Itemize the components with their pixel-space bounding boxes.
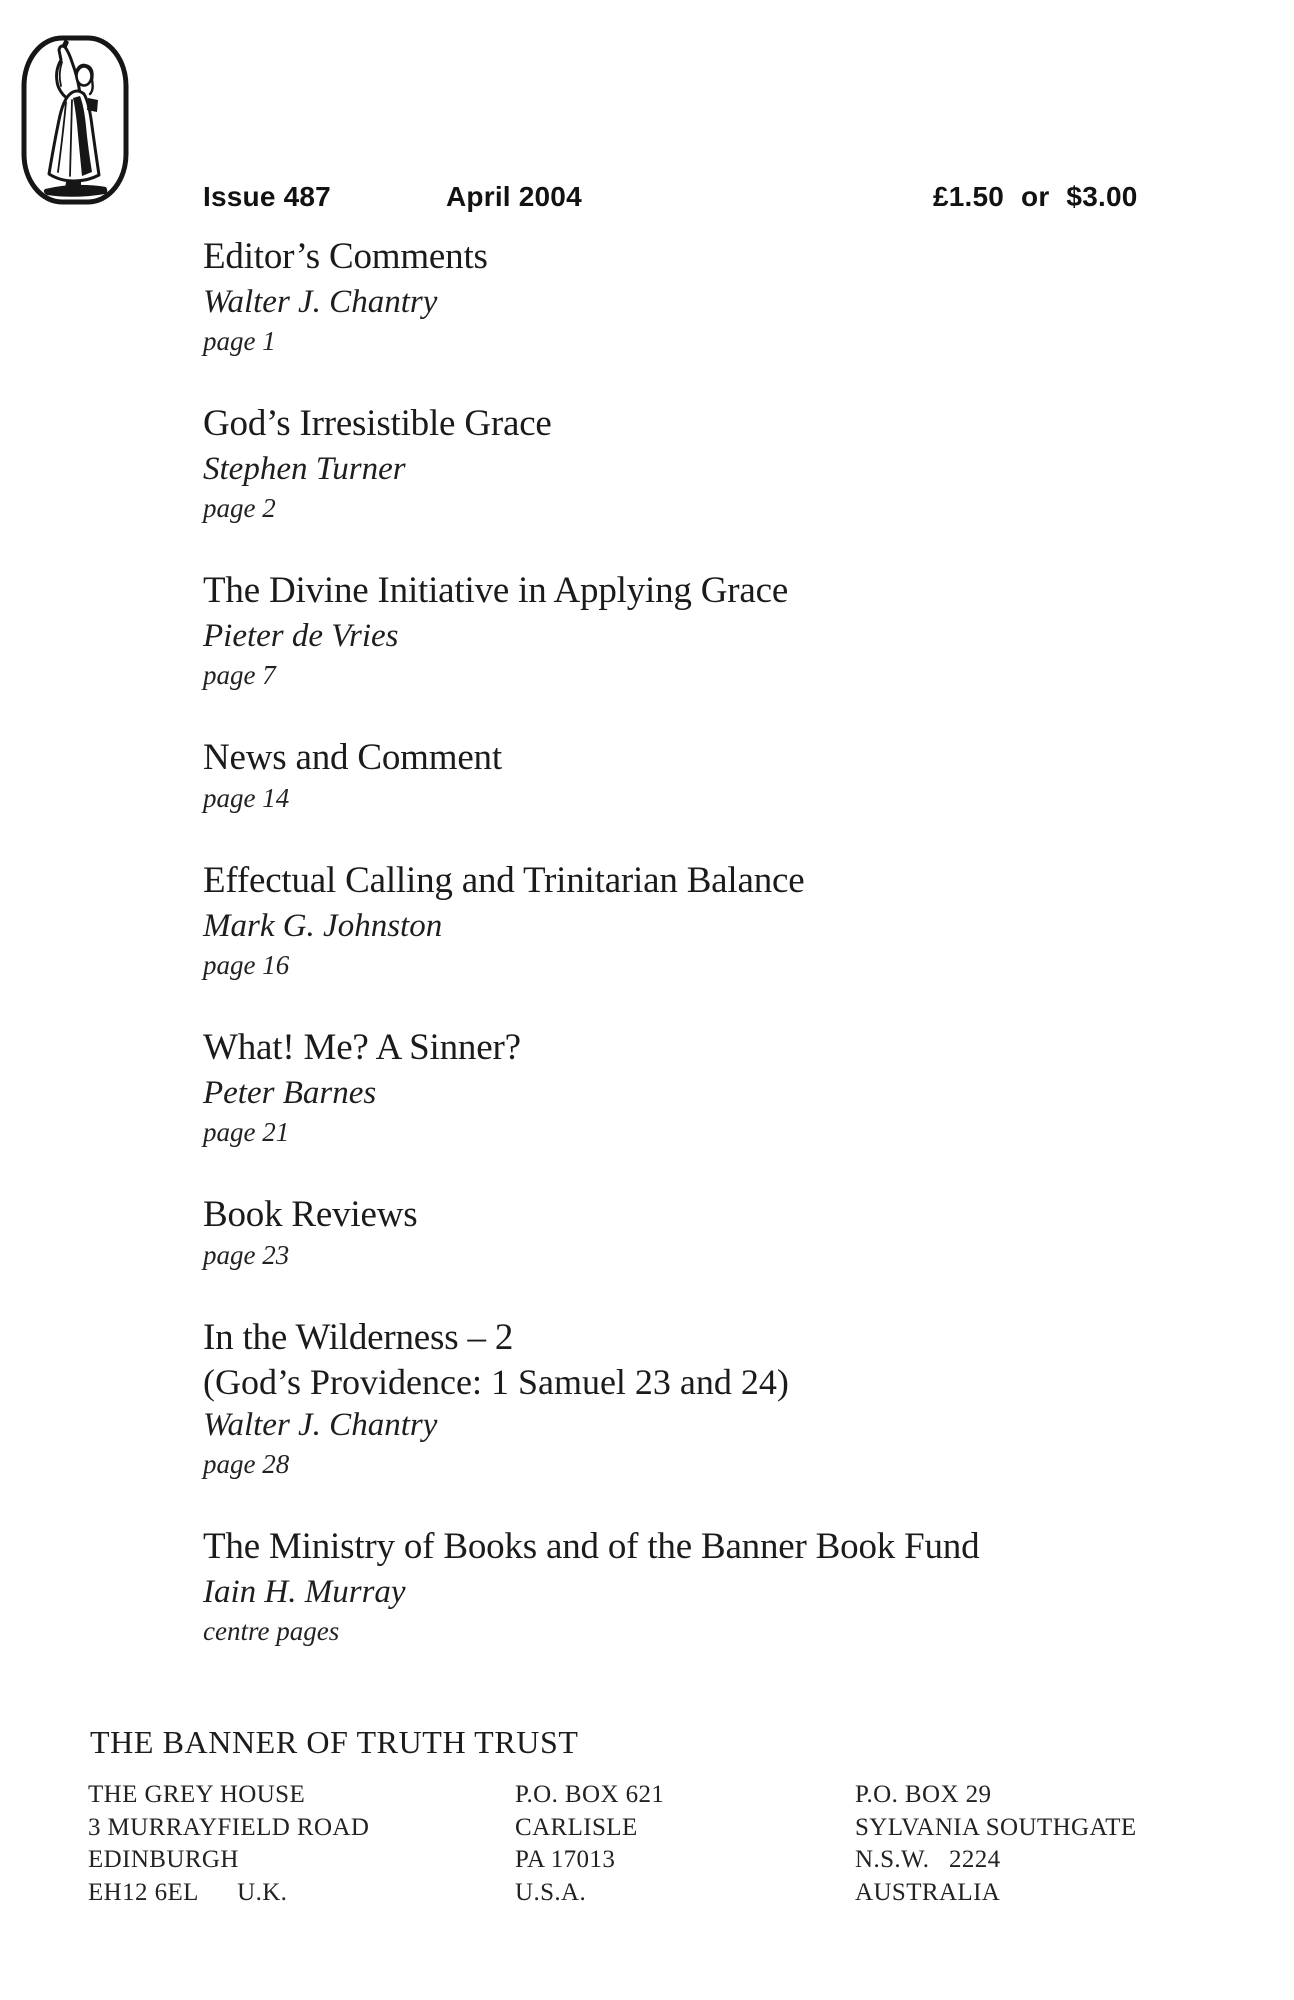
entry-subtitle: (God’s Providence: 1 Samuel 23 and 24) — [203, 1362, 789, 1402]
issue-price: £1.50 or $3.00 — [933, 181, 1138, 212]
entry-author: Iain H. Murray — [203, 1574, 406, 1610]
entry-author: Walter J. Chantry — [203, 1407, 438, 1443]
entry-page: page 1 — [203, 326, 276, 356]
address-line: AUSTRALIA — [855, 1878, 1001, 1906]
contents-entry — [203, 234, 1203, 359]
address-line: EH12 6EL U.K. — [88, 1878, 288, 1906]
entry-title: Editor’s Comments — [203, 236, 488, 277]
entry-title: What! Me? A Sinner? — [203, 1027, 521, 1068]
entry-author: Walter J. Chantry — [203, 284, 438, 320]
preacher-icon — [20, 34, 130, 206]
entry-title: Effectual Calling and Trinitarian Balance — [203, 860, 805, 901]
address-line: PA 17013 — [515, 1846, 616, 1873]
contents-list — [203, 234, 1203, 1691]
entry-page: page 28 — [203, 1449, 290, 1479]
contents-entry — [203, 1192, 1203, 1273]
entry-title: God’s Irresistible Grace — [203, 403, 552, 444]
issue-date: April 2004 — [446, 181, 582, 212]
entry-title: Book Reviews — [203, 1194, 418, 1235]
address-australia — [855, 1779, 1137, 1909]
issue-number: Issue 487 — [203, 181, 331, 212]
contents-entry — [203, 858, 1203, 983]
entry-author: Mark G. Johnston — [203, 908, 443, 944]
address-usa — [515, 1779, 664, 1909]
contents-entry — [203, 1315, 1203, 1482]
entry-page: page 21 — [203, 1117, 290, 1147]
contents-entry — [203, 401, 1203, 526]
entry-page: page 2 — [203, 493, 276, 523]
address-line: SYLVANIA SOUTHGATE — [855, 1813, 1137, 1841]
banner-of-truth-logo — [20, 34, 130, 206]
publisher-addresses — [0, 1779, 1294, 1929]
entry-author: Peter Barnes — [203, 1075, 377, 1111]
address-line: P.O. BOX 29 — [855, 1781, 992, 1808]
entry-page: page 16 — [203, 950, 290, 980]
address-uk — [88, 1779, 369, 1909]
entry-author: Stephen Turner — [203, 451, 406, 487]
contents-entry — [203, 1025, 1203, 1150]
address-line: EDINBURGH — [88, 1846, 239, 1873]
contents-entry — [203, 1524, 1203, 1649]
entry-title: In the Wilderness – 2 — [203, 1317, 514, 1358]
address-line: U.S.A. — [515, 1878, 587, 1906]
contents-entry — [203, 568, 1203, 693]
address-line: 3 MURRAYFIELD ROAD — [88, 1813, 370, 1841]
address-line: THE GREY HOUSE — [88, 1781, 306, 1808]
entry-title: The Ministry of Books and of the Banner Book Fund — [203, 1526, 980, 1567]
entry-page: page 7 — [203, 660, 276, 690]
address-line: N.S.W. 2224 — [855, 1846, 1001, 1873]
entry-page: page 23 — [203, 1240, 290, 1270]
entry-title: The Divine Initiative in Applying Grace — [203, 570, 789, 611]
entry-title: News and Comment — [203, 737, 502, 778]
entry-author: Pieter de Vries — [203, 618, 399, 654]
address-line: CARLISLE — [515, 1813, 638, 1841]
publisher-name: THE BANNER OF TRUTH TRUST — [90, 1724, 579, 1760]
address-line: P.O. BOX 621 — [515, 1781, 665, 1808]
entry-page: page 14 — [203, 783, 290, 813]
entry-page: centre pages — [203, 1616, 340, 1646]
contents-entry — [203, 735, 1203, 816]
